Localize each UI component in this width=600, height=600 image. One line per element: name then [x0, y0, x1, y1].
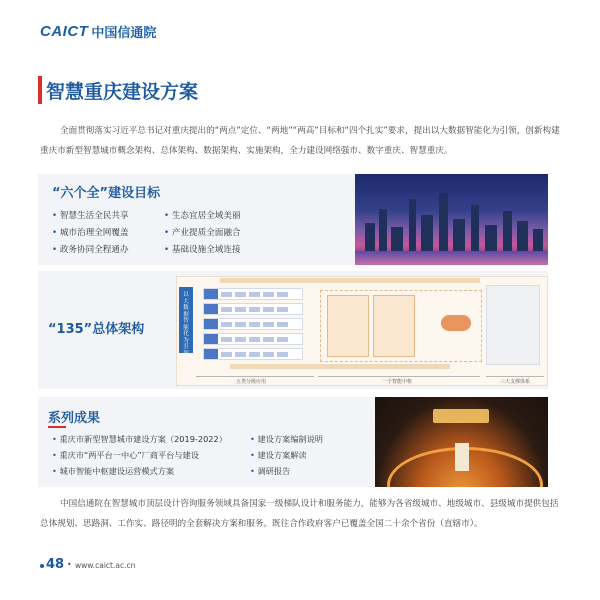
result-item: • 重庆市“两平台一中心”厂商平台与建设 [52, 450, 199, 461]
footer-separator: • [67, 560, 72, 569]
goal-item: • 产业提质全面融合 [164, 226, 241, 238]
goal-item: • 生态宜居全域美丽 [164, 209, 241, 221]
diagram-app-row [203, 288, 303, 300]
logo-cn-text: 中国信通院 [91, 26, 157, 41]
diagram-bottom-label: 五类分级应用 [236, 379, 267, 385]
diagram-top-strip [220, 278, 480, 283]
footer-dot-icon [40, 564, 44, 568]
intro-paragraph: 全面贯彻落实习近平总书记对重庆提出的“两点”定位、“两地”“两高”目标和“四个扎实”要求，提出以大数据智能化为引领，创新构建重庆市新型智慧城市概念架构、总体架构、数据架构、实施架构，全力建设网络强市、数字重庆、智慧重庆。 [40, 126, 560, 156]
outro-paragraph: 中国信通院在智慧城市顶层设计咨询服务领域具备国家一级梯队设计和服务能力，能够为各省级城市、地级城市、县级城市提供包括总体规划、思路洞、工作实、路径明的全套解决方案和服务。既往合作政府客户已覆盖全国二十余个省份（直辖市）。 [40, 499, 559, 529]
goal-item: • 城市治理全网覆盖 [52, 226, 129, 238]
diagram-app-row [203, 303, 303, 315]
diagram-axis-line [196, 376, 314, 377]
diagram-axis-line [318, 376, 480, 377]
footer-url-link[interactable]: www.caict.ac.cn [75, 561, 136, 570]
diagram-app-row [203, 333, 303, 345]
logo-latin-text: CAICT [40, 23, 89, 40]
result-item: • 建设方案解读 [250, 450, 307, 461]
result-item: • 建设方案编制说明 [250, 434, 323, 445]
title-accent-bar [38, 76, 42, 104]
diagram-bottom-label: 一个智能中枢 [382, 379, 413, 385]
diagram-app-row [203, 318, 303, 330]
result-item: • 城市智能中枢建设运营模式方案 [52, 466, 174, 477]
cloud-icon [441, 315, 471, 331]
result-item: • 调研报告 [250, 466, 290, 477]
diagram-bottom-strip [230, 364, 450, 369]
diagram-bottom-label: 三大支撑体系 [500, 379, 531, 385]
diagram-smart-hub [320, 290, 482, 362]
diagram-axis-line [486, 376, 544, 377]
results-title: 系列成果 [48, 411, 101, 426]
diagram-side-label: 以大数据智能化为引领 [183, 292, 189, 357]
goal-item: • 智慧生活全民共享 [52, 209, 129, 221]
city-skyline-photo [355, 174, 548, 265]
page-number: 48 [46, 557, 65, 572]
result-item: • 重庆市新型智慧城市建设方案（2019-2022） [52, 434, 227, 445]
caict-logo [40, 22, 156, 41]
page-title: 智慧重庆建设方案 [46, 81, 199, 103]
goals-title: “六个全”建设目标 [52, 186, 161, 201]
architecture-title: “135”总体架构 [48, 322, 145, 337]
results-accent-rule [48, 426, 66, 428]
goal-item: • 政务协同全程通办 [52, 243, 129, 255]
conference-hall-photo [375, 397, 548, 487]
diagram-support-systems [486, 285, 540, 365]
diagram-app-row [203, 348, 303, 360]
goal-item: • 基础设施全域连接 [164, 243, 241, 255]
